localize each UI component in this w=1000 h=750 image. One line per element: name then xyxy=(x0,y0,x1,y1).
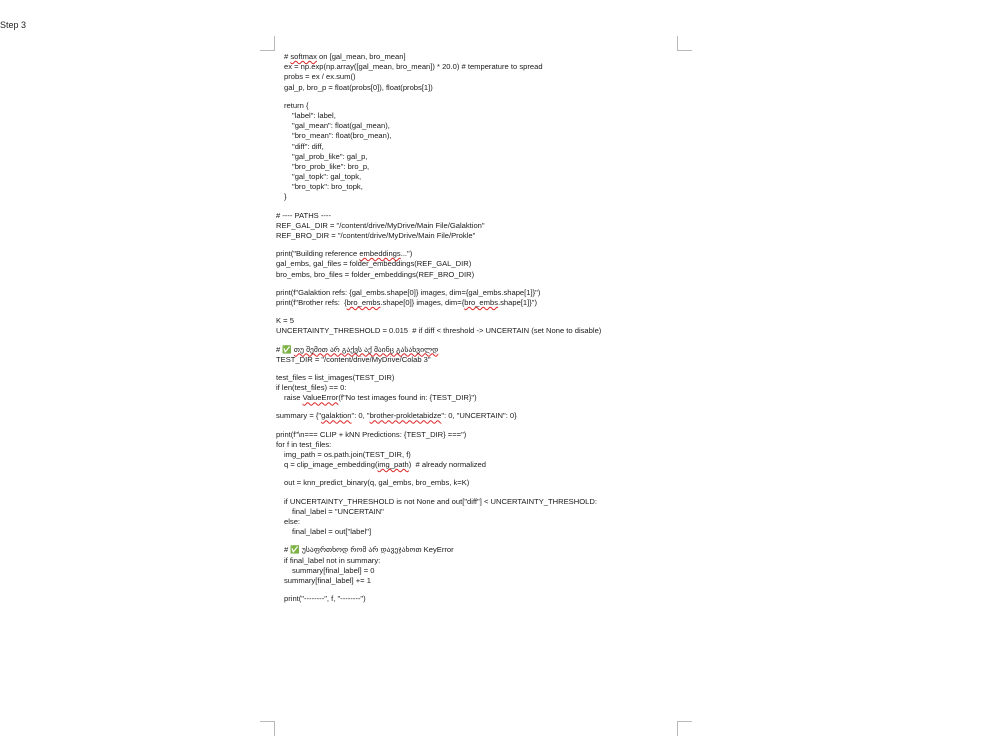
blank-line xyxy=(276,365,692,373)
spellcheck-flagged-text: bro_embs xyxy=(464,297,499,307)
spellcheck-flagged-text: ValueError xyxy=(302,393,339,403)
code-line xyxy=(276,249,692,259)
margin-corner-bottom-left xyxy=(260,721,275,736)
code-text: } xyxy=(284,192,287,202)
code-text: summary[final_label] = 0 xyxy=(292,565,375,575)
code-line xyxy=(276,111,692,121)
blank-line xyxy=(276,470,692,478)
spellcheck-flagged-text: bro_embs xyxy=(346,297,381,307)
spellcheck-flagged-text: softmax xyxy=(290,52,317,61)
code-block[interactable] xyxy=(276,52,692,604)
code-line xyxy=(276,259,692,269)
code-text: q = clip_image_embedding( xyxy=(284,460,378,470)
code-line xyxy=(276,83,692,93)
code-text: out = knn_predict_binary(q, gal_embs, bro_embs, k=K) xyxy=(284,478,470,488)
code-line xyxy=(276,270,692,280)
spellcheck-flagged-text: embeddings xyxy=(359,249,401,259)
code-line xyxy=(276,478,692,488)
step-label: Step 3 xyxy=(0,20,27,30)
code-line xyxy=(276,142,692,152)
code-text: for f in test_files: xyxy=(276,439,332,449)
blank-line xyxy=(276,422,692,430)
code-text: summary[final_label] += 1 xyxy=(284,575,371,585)
blank-line xyxy=(276,308,692,316)
blank-line xyxy=(276,403,692,411)
blank-line xyxy=(276,241,692,249)
code-text: probs = ex / ex.sum() xyxy=(284,72,356,82)
code-text: .shape[0]} images, dim={ xyxy=(380,297,465,307)
code-line xyxy=(276,393,692,403)
code-text: "gal_mean": float(gal_mean), xyxy=(292,121,390,131)
code-text: K = 5 xyxy=(276,316,294,326)
spellcheck-flagged-text: img_path xyxy=(377,460,409,470)
code-line xyxy=(276,121,692,131)
code-line xyxy=(276,373,692,383)
code-text: gal_embs, gal_files = folder_embeddings(REF_GAL_DIR) xyxy=(276,259,472,269)
code-text: return { xyxy=(284,100,309,110)
code-text: "label": label, xyxy=(292,110,336,120)
code-text: "bro_prob_like": bro_p, xyxy=(292,161,370,171)
code-line xyxy=(276,162,692,172)
code-text: print("Building reference xyxy=(276,249,360,259)
code-text: # xyxy=(284,52,291,61)
code-text: gal_p, bro_p = float(probs[0]), float(probs[1]) xyxy=(284,82,433,92)
document-page xyxy=(260,36,692,736)
code-line xyxy=(276,52,692,62)
code-line xyxy=(276,545,692,555)
code-text: "bro_mean": float(bro_mean), xyxy=(292,131,392,141)
code-line xyxy=(276,517,692,527)
code-text: print("--------", f, "--------") xyxy=(284,594,366,604)
code-line xyxy=(276,172,692,182)
code-line xyxy=(276,556,692,566)
code-line xyxy=(276,430,692,440)
code-line xyxy=(276,460,692,470)
spellcheck-flagged-text: galaktion xyxy=(321,411,352,421)
code-text: REF_BRO_DIR = "/content/drive/MyDrive/Main File/Prokle" xyxy=(276,231,476,240)
code-text: print(f"Galaktion refs: {gal_embs.shape[0]} images, dim={gal_embs.shape[1]}") xyxy=(276,287,541,297)
code-text: summary = {" xyxy=(276,411,322,421)
code-text: final_label = out["label"] xyxy=(292,527,372,537)
code-text: REF_GAL_DIR = "/content/drive/MyDrive/Main File/Galaktion" xyxy=(276,220,485,230)
blank-line xyxy=(276,93,692,101)
code-line xyxy=(276,594,692,604)
code-text: # ✅ უსაფრთხოდ რომ არ დავეჯახოთ KeyError xyxy=(284,545,454,555)
code-line xyxy=(276,497,692,507)
code-line xyxy=(276,316,692,326)
code-line xyxy=(276,345,692,355)
code-line xyxy=(276,355,692,365)
code-text: test_files = list_images(TEST_DIR) xyxy=(276,372,395,382)
code-text: .shape[1]}") xyxy=(498,297,538,307)
code-text: ...") xyxy=(400,249,413,259)
code-text: # ✅ xyxy=(276,344,294,354)
spellcheck-flagged-text: brother-prokletabidze xyxy=(369,411,442,421)
code-text: UNCERTAINTY_THRESHOLD = 0.015 # if diff < threshold -> UNCERTAIN (set None to disable) xyxy=(276,326,602,336)
code-text: ": 0, "UNCERTAIN": 0} xyxy=(441,411,517,421)
code-line xyxy=(276,72,692,82)
code-line xyxy=(276,152,692,162)
blank-line xyxy=(276,280,692,288)
code-text: "gal_prob_like": gal_p, xyxy=(292,151,368,161)
margin-corner-top-right xyxy=(677,36,692,51)
code-line xyxy=(276,211,692,221)
code-text: ex = np.exp(np.array([gal_mean, bro_mean]) * 20.0) # temperature to spread xyxy=(284,62,543,72)
code-line xyxy=(276,62,692,72)
code-line xyxy=(276,326,692,336)
blank-line xyxy=(276,489,692,497)
code-text: if UNCERTAINTY_THRESHOLD is not None and out["diff"] < UNCERTAINTY_THRESHOLD: xyxy=(284,496,597,506)
code-text: "diff": diff, xyxy=(292,141,324,151)
code-line xyxy=(276,192,692,202)
code-line xyxy=(276,450,692,460)
code-text: if final_label not in summary: xyxy=(284,555,381,565)
code-line xyxy=(276,298,692,308)
code-line xyxy=(276,221,692,231)
code-line xyxy=(276,182,692,192)
code-text: else: xyxy=(284,516,301,526)
code-text: img_path = os.path.join(TEST_DIR, f) xyxy=(284,450,411,459)
margin-corner-top-left xyxy=(260,36,275,51)
blank-line xyxy=(276,537,692,545)
margin-corner-bottom-right xyxy=(677,721,692,736)
code-text: raise xyxy=(284,393,303,403)
code-line xyxy=(276,288,692,298)
code-line xyxy=(276,411,692,421)
code-line xyxy=(276,527,692,537)
blank-line xyxy=(276,586,692,594)
blank-line xyxy=(276,337,692,345)
code-text: TEST_DIR = "/content/drive/MyDrive/Colab 3" xyxy=(276,354,431,364)
code-text: print(f"Brother refs: { xyxy=(276,297,347,307)
code-text: # ---- PATHS ---- xyxy=(276,210,331,220)
code-line xyxy=(276,231,692,241)
code-line xyxy=(276,383,692,393)
code-line xyxy=(276,101,692,111)
code-line xyxy=(276,566,692,576)
code-text: "bro_topk": bro_topk, xyxy=(292,182,363,192)
code-text: "gal_topk": gal_topk, xyxy=(292,172,362,182)
code-text: final_label = "UNCERTAIN" xyxy=(292,506,384,516)
spellcheck-flagged-text: თუ შემით არ გაქვს აქ მაინც გასახვილდ xyxy=(293,344,439,354)
code-line xyxy=(276,507,692,517)
code-line xyxy=(276,576,692,586)
code-text: bro_embs, bro_files = folder_embeddings(REF_BRO_DIR) xyxy=(276,269,475,279)
code-text: on [gal_mean, bro_mean] xyxy=(316,52,406,61)
blank-line xyxy=(276,203,692,211)
code-text: (f"No test images found in: {TEST_DIR}") xyxy=(338,393,477,403)
code-text: print(f"\n=== CLIP + kNN Predictions: {TEST_DIR} ===") xyxy=(276,429,467,439)
code-text: ": 0, " xyxy=(351,411,370,421)
code-text: if len(test_files) == 0: xyxy=(276,383,347,393)
code-line xyxy=(276,440,692,450)
code-text: ) # already normalized xyxy=(408,460,487,470)
code-line xyxy=(276,131,692,141)
